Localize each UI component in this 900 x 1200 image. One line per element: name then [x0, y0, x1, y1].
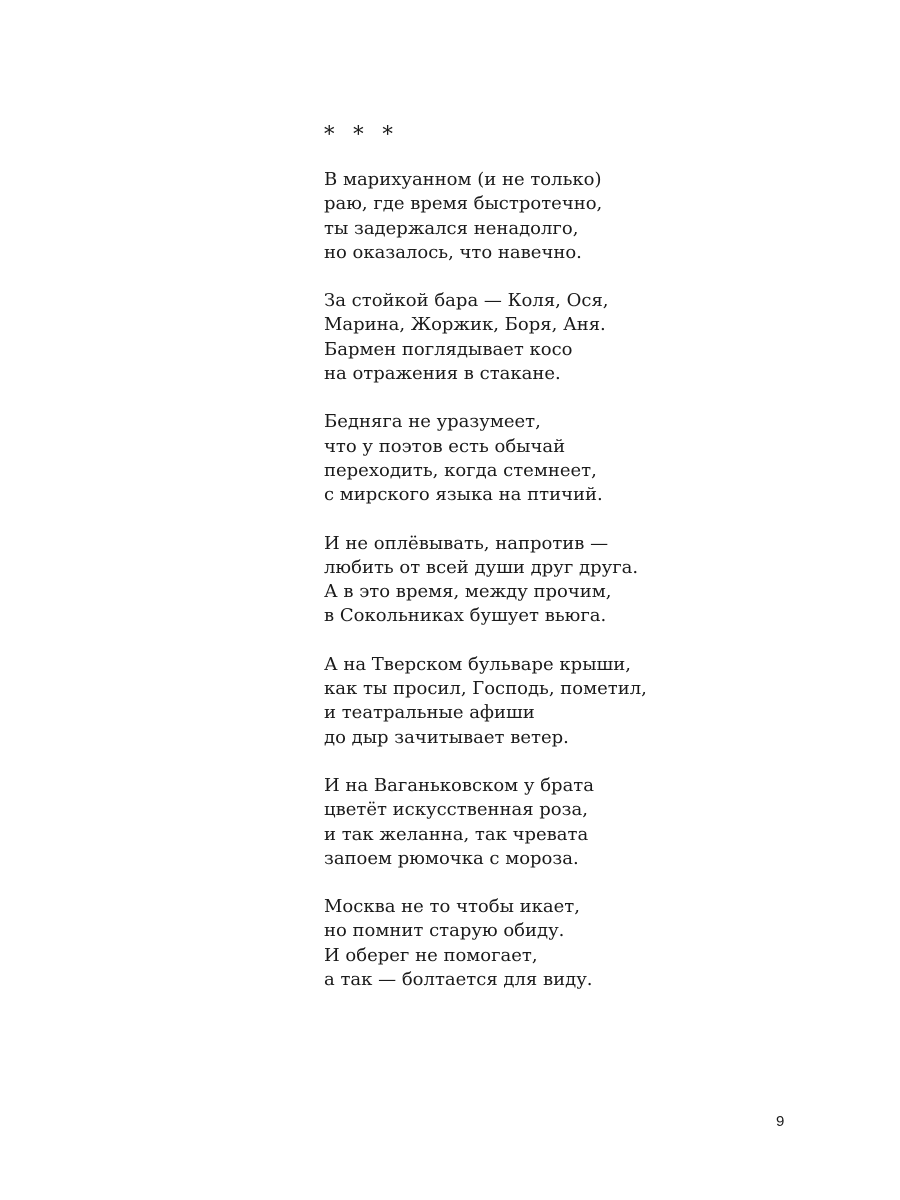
poem-line: но оказалось, что навечно.: [324, 241, 582, 263]
stanza: [324, 653, 884, 750]
stanza: [324, 532, 884, 629]
stanza: [324, 410, 884, 507]
poem-line: любить от всей души друг друга.: [324, 556, 639, 578]
poem-line: раю, где время быстротечно,: [324, 193, 603, 215]
poem-line: За стойкой бара — Коля, Ося,: [324, 290, 609, 312]
poem-line: Марина, Жоржик, Боря, Аня.: [324, 314, 606, 336]
poem-line: с мирского языка на птичий.: [324, 484, 603, 506]
poem-line: переходить, когда стемнеет,: [324, 459, 597, 481]
poem-line: и театральные афиши: [324, 702, 535, 724]
poem-line: но помнит старую обиду.: [324, 920, 565, 942]
poem-line: И не оплёвывать, напротив —: [324, 532, 609, 554]
poem-line: до дыр зачитывает ветер.: [324, 726, 569, 748]
poem-line: А на Тверском бульваре крыши,: [324, 653, 631, 675]
poem-line: А в это время, между прочим,: [324, 581, 612, 603]
stanza: [324, 774, 884, 871]
poem-line: а так — болтается для виду.: [324, 969, 593, 991]
stanza: [324, 289, 884, 386]
poem-line: И оберег не помогает,: [324, 944, 538, 966]
poem-line: ты задержался ненадолго,: [324, 217, 579, 239]
poem-line: И на Ваганьковском у брата: [324, 774, 594, 796]
stanza-separator: * * *: [324, 122, 399, 146]
poem-line: цветёт искусственная роза,: [324, 799, 588, 821]
stanza: [324, 168, 884, 265]
page-number: 9: [776, 1113, 785, 1130]
poem-line: и так желанна, так чревата: [324, 823, 589, 845]
poem: [324, 122, 884, 1016]
poem-line: как ты просил, Господь, пометил,: [324, 678, 647, 700]
stanza: [324, 895, 884, 992]
poem-line: Бедняга не уразумеет,: [324, 411, 541, 433]
poem-line: что у поэтов есть обычай: [324, 435, 566, 457]
poem-line: в Сокольниках бушует вьюга.: [324, 605, 607, 627]
poem-line: В марихуанном (и не только): [324, 169, 602, 190]
poem-line: Бармен поглядывает косо: [324, 338, 573, 360]
poem-line: Москва не то чтобы икает,: [324, 896, 580, 918]
poem-line: на отражения в стакане.: [324, 363, 561, 385]
poem-line: запоем рюмочка с мороза.: [324, 847, 579, 869]
